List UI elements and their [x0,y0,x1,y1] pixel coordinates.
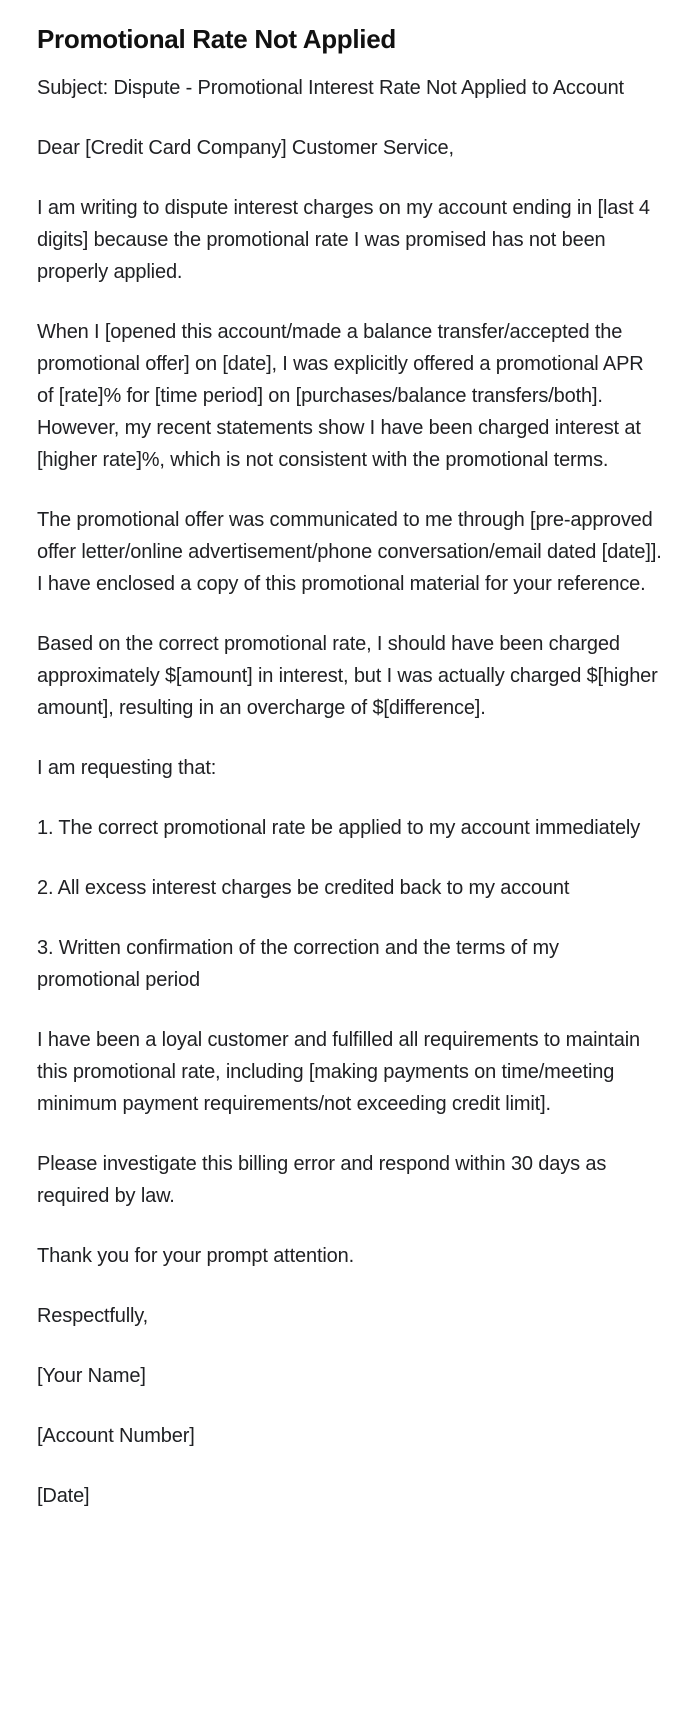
investigation-request-paragraph: Please investigate this billing error and respond within 30 days as required by law. [37,1153,607,1207]
page-title: Promotional Rate Not Applied [37,24,396,54]
signature-date-placeholder: [Date] [37,1485,90,1507]
loyalty-statement-paragraph: I have been a loyal customer and fulfilled all requirements to maintain this promotional rate, including [making payments on time/meeting minimum payment requirements/not exceeding credit limit]. [37,1029,641,1115]
promo-terms-paragraph: When I [opened this account/made a balance transfer/accepted the promotional offer] on [date], I was explicitly offered a promotional APR of [rate]% for [time period] on [purchases/balance transfers/both]. However, my recent statements show I have been charged interest at [higher rate]%, which is not consistent with the promotional terms. [37,321,644,471]
thank-you-line: Thank you for your prompt attention. [37,1245,354,1267]
subject-line: Subject: Dispute - Promotional Interest Rate Not Applied to Account [37,77,624,99]
salutation: Dear [Credit Card Company] Customer Service, [37,137,454,159]
signature-account-placeholder: [Account Number] [37,1425,195,1447]
request-item-3: 3. Written confirmation of the correction and the terms of my promotional period [37,937,559,991]
request-item-1: 1. The correct promotional rate be applied to my account immediately [37,817,641,839]
closing-line: Respectfully, [37,1305,149,1327]
signature-name-placeholder: [Your Name] [37,1365,146,1387]
request-item-2: 2. All excess interest charges be credited back to my account [37,877,570,899]
overcharge-calculation-paragraph: Based on the correct promotional rate, I should have been charged approximately $[amount] in interest, but I was actually charged $[higher amount], resulting in an overcharge of $[difference]. [37,633,658,719]
offer-communication-paragraph: The promotional offer was communicated to me through [pre-approved offer letter/online advertisement/phone conversation/email dated [date]]. I have enclosed a copy of this promotional material for your reference. [37,509,662,595]
dispute-intro-paragraph: I am writing to dispute interest charges on my account ending in [last 4 digits] because the promotional rate I was promised has not been properly applied. [37,197,650,283]
request-intro: I am requesting that: [37,757,217,779]
